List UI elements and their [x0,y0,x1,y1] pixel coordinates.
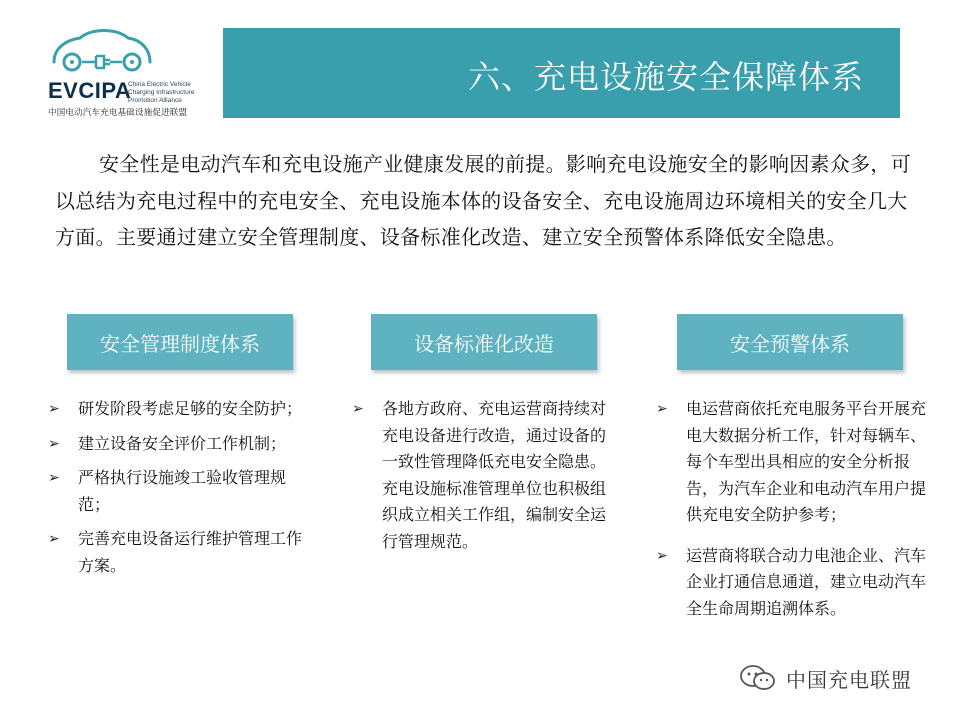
logo-chinese-name: 中国电动汽车充电基础设施促进联盟 [48,108,188,118]
arrow-bullet-icon: ➢ [656,547,668,564]
arrow-bullet-icon: ➢ [656,401,668,417]
list-item: ➢ 电运营商依托充电服务平台开展充电大数据分析工作，针对每辆车、每个车型出具相应的安全分析报告，为汽车企业和电动汽车用户提供充电安全防护参考； [656,396,928,529]
column-header-safety-management [67,314,293,370]
list-item: ➢ 运营商将联合动力电池企业、汽车企业打通信息通道，建立电动汽车全生命周期追溯体系。 [656,543,928,623]
list-item: ➢ 严格执行设施竣工验收管理规范； [48,465,310,518]
page-title: 六、充电设施安全保障体系 [467,58,864,96]
arrow-bullet-icon: ➢ [352,401,364,417]
arrow-bullet-icon: ➢ [48,531,60,547]
safety-management-list [48,396,310,587]
car-plug-icon [46,26,156,76]
list-item: ➢ 完善充电设备运行维护管理工作方案。 [48,526,310,579]
column-title: 安全预警体系 [730,331,850,356]
arrow-bullet-icon: ➢ [48,435,60,452]
column-title: 设备标准化改造 [414,331,554,356]
column-header-safety-warning [677,314,903,370]
equipment-standardization-list [352,396,610,563]
logo-english-name: China Electric Vehicle Charging Infrastructure Promotion Alliance [128,81,195,104]
safety-warning-list [656,396,928,630]
list-item: ➢ 各地方政府、充电运营商持续对充电设备进行改造，通过设备的一致性管理降低充电安全隐患。充电设施标准管理单位也积极组织成立相关工作组，编制安全运行管理规范。 [352,396,610,555]
column-title: 安全管理制度体系 [100,331,260,356]
list-item: ➢ 研发阶段考虑足够的安全防护； [48,396,310,423]
list-item: ➢ 建立设备安全评价工作机制； [48,431,310,458]
intro-paragraph: 安全性是电动汽车和充电设施产业健康发展的前提。影响充电设施安全的影响因素众多，可以总结为充电过程中的充电安全、充电设施本体的设备安全、充电设施周边环境相关的安全几大方面。主要通过建立安全管理制度、设备标准化改造、建立安全预警体系降低安全隐患。 [55,152,911,249]
watermark-text: 中国充电联盟 [786,668,912,692]
column-header-equipment-standardization [371,314,597,370]
logo-brand-text: EVCIPA [48,78,132,103]
header-band [223,28,900,118]
arrow-bullet-icon: ➢ [48,401,60,417]
evcipa-logo [46,26,216,122]
wechat-icon [738,663,778,693]
arrow-bullet-icon: ➢ [48,470,60,486]
